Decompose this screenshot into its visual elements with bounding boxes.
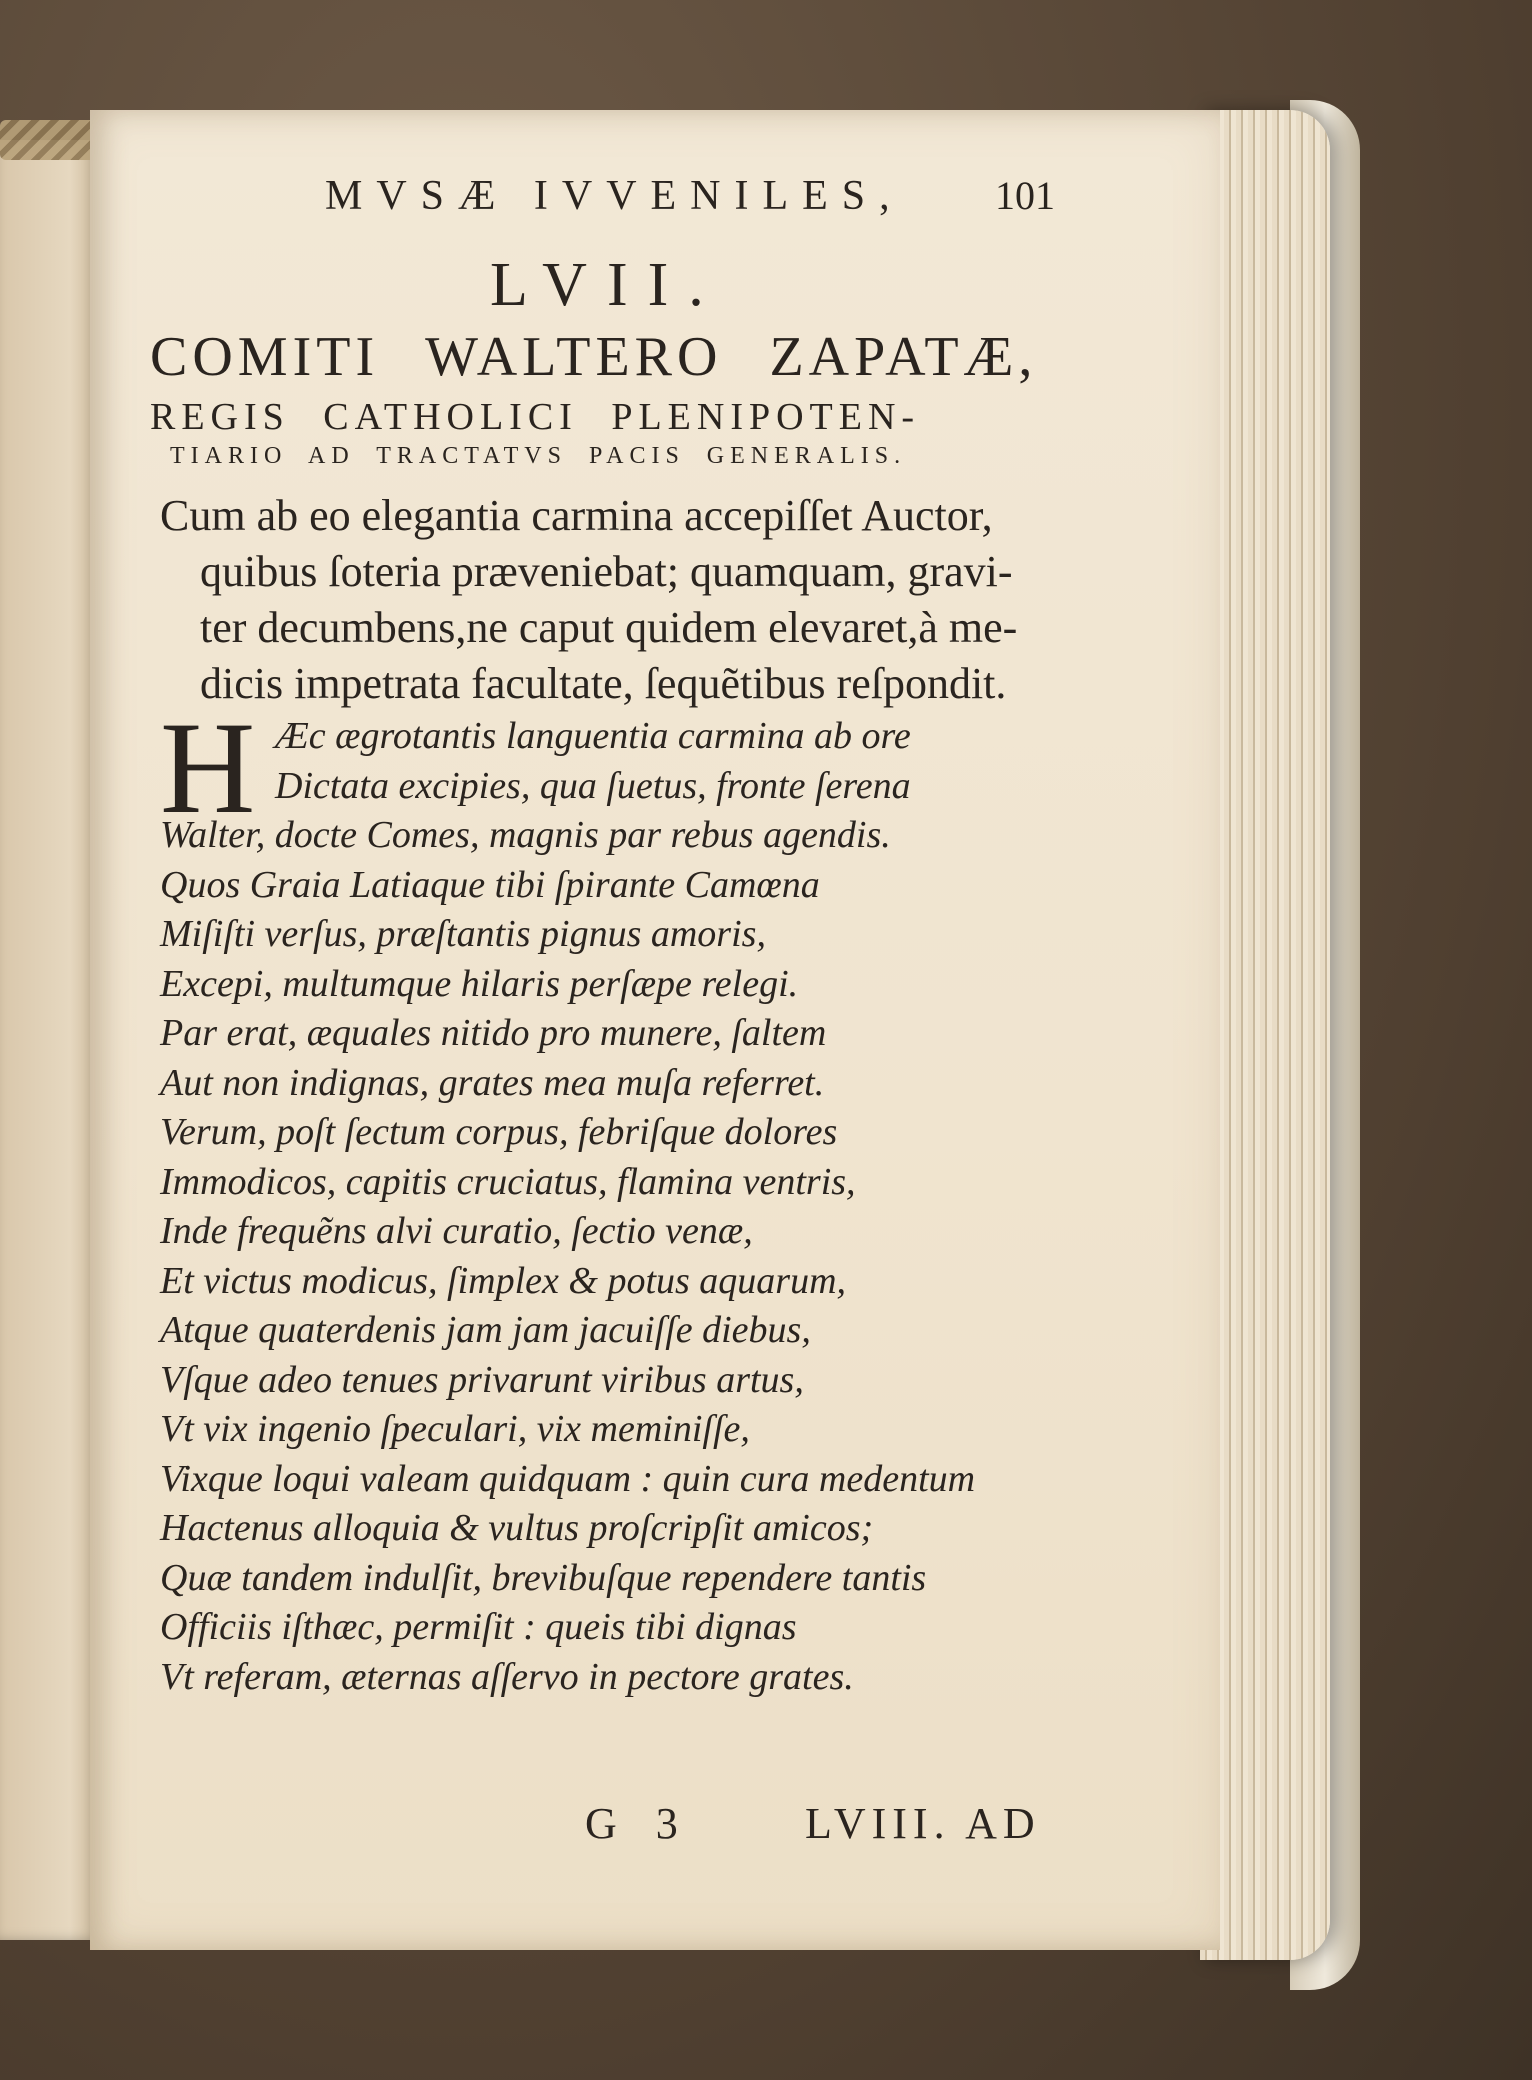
dedication-line-2: REGIS CATHOLICI PLENIPOTEN- bbox=[150, 396, 921, 438]
poem-line: Vt referam, æternas aſſervo in pectore grates. bbox=[160, 1655, 854, 1698]
poem-line: Inde frequẽns alvi curatio, ſectio venæ, bbox=[160, 1210, 753, 1252]
intro-line: ter decumbens,ne caput quidem elevaret,à me- bbox=[200, 603, 1018, 652]
facing-page-edge bbox=[0, 140, 100, 1940]
page-number: 101 bbox=[995, 173, 1055, 218]
poem-line: Immodicos, capitis cruciatus, flamina ventris, bbox=[160, 1160, 856, 1203]
intro-line: Cum ab eo elegantia carmina accepiſſet Auctor, bbox=[160, 491, 993, 540]
poem-number: LVII. bbox=[490, 251, 724, 319]
poem-body bbox=[160, 712, 975, 1702]
poem-line: Hactenus alloquia & vultus proſcripſit amicos; bbox=[160, 1507, 874, 1549]
dedication-line-3: TIARIO AD TRACTATVS PACIS GENERALIS. bbox=[170, 443, 907, 469]
poem-line: Excepi, multumque hilaris perſæpe relegi. bbox=[160, 962, 799, 1005]
signature-mark: G 3 bbox=[585, 1799, 692, 1848]
dedication-line-1: COMITI WALTERO ZAPATÆ, bbox=[150, 326, 1038, 388]
poem-line: Aut non indignas, grates mea muſa referret. bbox=[160, 1061, 825, 1104]
poem-line: Verum, poſt ſectum corpus, febriſque dolores bbox=[160, 1111, 838, 1153]
drop-cap: H bbox=[160, 694, 256, 841]
poem-line: Quæ tandem indulſit, brevibuſque rependere tantis bbox=[160, 1556, 927, 1599]
intro-line: quibus ſoteria præveniebat; quamquam, gravi- bbox=[200, 547, 1013, 596]
poem-line: Et victus modicus, ſimplex & potus aquarum, bbox=[160, 1259, 847, 1302]
poem-line: Dictata excipies, qua ſuetus, fronte ſerena bbox=[275, 764, 911, 807]
poem-line: Æc ægrotantis languentia carmina ab ore bbox=[275, 715, 911, 757]
intro-paragraph bbox=[160, 488, 1017, 712]
poem-line: Par erat, æquales nitido pro munere, ſaltem bbox=[160, 1012, 827, 1054]
book-page bbox=[90, 110, 1220, 1950]
poem-line: Walter, docte Comes, magnis par rebus agendis. bbox=[160, 814, 891, 856]
catchword: LVIII. AD bbox=[805, 1799, 1041, 1848]
poem-line: Miſiſti verſus, præſtantis pignus amoris, bbox=[160, 913, 766, 955]
poem-line: Officiis iſthæc, permiſit : queis tibi dignas bbox=[160, 1606, 797, 1648]
poem-line: Vt vix ingenio ſpeculari, vix meminiſſe, bbox=[160, 1408, 750, 1450]
poem-line: Vſque adeo tenues privarunt viribus artus, bbox=[160, 1358, 804, 1401]
poem-line: Quos Graia Latiaque tibi ſpirante Camœna bbox=[160, 863, 820, 906]
poem-line: Vixque loqui valeam quidquam : quin cura medentum bbox=[160, 1457, 976, 1500]
running-title: MVSÆ IVVENILES, bbox=[325, 173, 904, 219]
poem-line: Atque quaterdenis jam jam jacuiſſe diebus, bbox=[160, 1309, 811, 1351]
intro-line: dicis impetrata facultate, ſequẽtibus reſpondit. bbox=[200, 659, 1007, 708]
